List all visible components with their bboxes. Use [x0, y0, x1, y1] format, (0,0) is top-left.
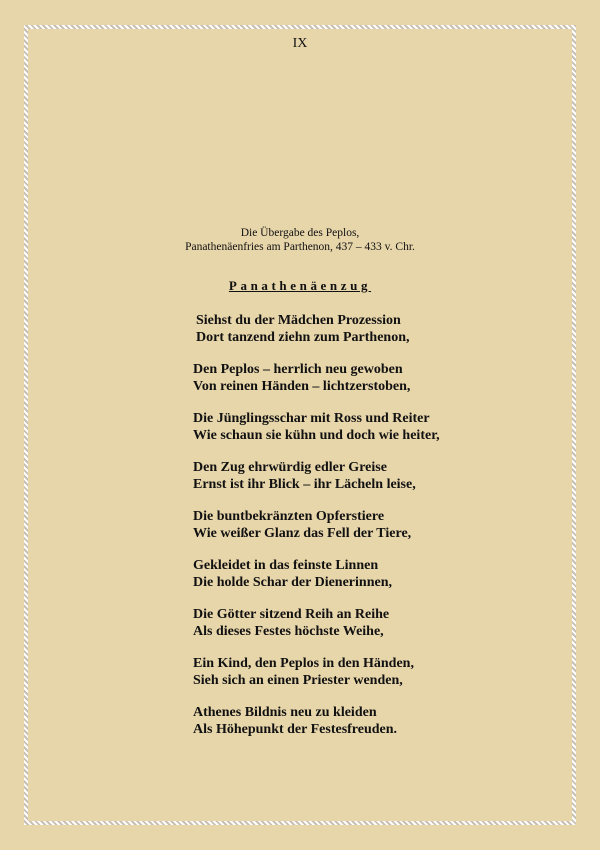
stanza — [193, 704, 553, 738]
caption-line-2: Panathenäenfries am Parthenon, 437 – 433 v. Chr. — [185, 241, 415, 253]
page-number: IX — [292, 36, 308, 51]
poem-line: Die Jünglingsschar mit Ross und Reiter — [193, 411, 430, 426]
stanza — [193, 410, 553, 444]
poem-line: Ernst ist ihr Blick – ihr Lächeln leise, — [193, 477, 416, 492]
poem-line: Wie weißer Glanz das Fell der Tiere, — [193, 526, 412, 541]
poem-body — [193, 312, 553, 753]
stanza — [193, 655, 553, 689]
caption-line-1: Die Übergabe des Peplos, — [240, 227, 360, 239]
poem-line: Den Peplos – herrlich neu gewoben — [193, 362, 403, 377]
poem-line: Die buntbekränzten Opferstiere — [193, 509, 385, 524]
poem-line: Die Götter sitzend Reih an Reihe — [193, 607, 390, 622]
poem-line: Die holde Schar der Dienerinnen, — [193, 575, 392, 590]
poem-line: Siehst du der Mädchen Prozession — [196, 313, 401, 328]
poem-title: Panathenäenzug — [228, 278, 372, 293]
stanza — [193, 459, 553, 493]
stanza — [193, 508, 553, 542]
poem-line: Als dieses Festes höchste Weihe, — [193, 624, 384, 639]
poem-line: Dort tanzend ziehn zum Parthenon, — [196, 330, 410, 345]
stanza — [193, 361, 553, 395]
poem-line: Gekleidet in das feinste Linnen — [193, 558, 379, 573]
poem-line: Von reinen Händen – lichtzerstoben, — [193, 379, 411, 394]
poem-line: Als Höhepunkt der Festesfreuden. — [193, 722, 398, 737]
poem-line: Wie schaun sie kühn und doch wie heiter, — [193, 428, 440, 443]
poem-line: Athenes Bildnis neu zu kleiden — [193, 705, 377, 720]
stanza — [193, 312, 553, 346]
stanza — [193, 606, 553, 640]
poem-line: Den Zug ehrwürdig edler Greise — [193, 460, 387, 475]
poem-line: Ein Kind, den Peplos in den Händen, — [193, 656, 414, 671]
image-caption — [0, 226, 600, 254]
stanza — [193, 557, 553, 591]
poem-line: Sieh sich an einen Priester wenden, — [193, 673, 403, 688]
